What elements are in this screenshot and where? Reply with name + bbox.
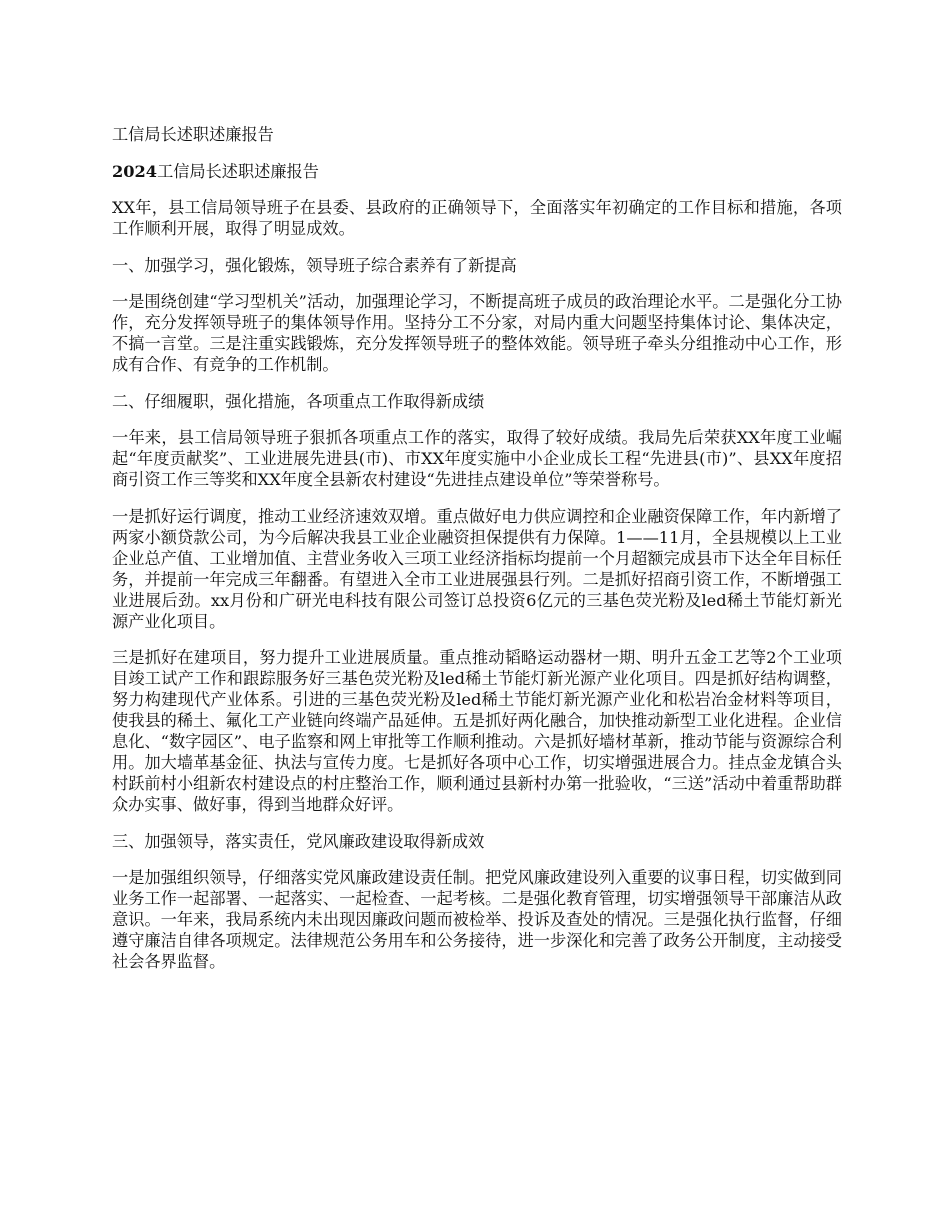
section-2-paragraph-1: 一年来，县工信局领导班子狠抓各项重点工作的落实，取得了较好成绩。我局先后荣获XX年度工业崛起“年度贡献奖”、工业进展先进县(市)、市XX年度实施中小企业成长工程“先进县(市)”、县XX年度招商引资工作三等奖和XX年度全县新农村建设“先进挂点建设单位”等荣誉称号。 bbox=[112, 428, 842, 489]
document-title: 工信局长述职述廉报告 bbox=[112, 125, 274, 144]
document-body bbox=[112, 124, 842, 988]
subtitle-text: 工信局长述职述廉报告 bbox=[157, 161, 319, 181]
section-heading-3: 三、加强领导，落实责任，党风廉政建设取得新成效 bbox=[112, 831, 485, 851]
section-heading-1: 一、加强学习，强化锻炼，领导班子综合素养有了新提高 bbox=[112, 255, 517, 275]
section-3-paragraph: 一是加强组织领导，仔细落实党风廉政建设责任制。把党风廉政建设列入重要的议事日程，切实做到同业务工作一起部署、一起落实、一起检查、一起考核。二是强化教育管理，切实增强领导干部廉洁从政意识。一年来，我局系统内未出现因廉政问题而被检举、投诉及查处的情况。三是强化执行监督，仔细遵守廉洁自律各项规定。法律规范公务用车和公务接待，进一步深化和完善了政务公开制度，主动接受社会各界监督。 bbox=[112, 868, 842, 971]
document-subtitle bbox=[112, 161, 842, 182]
section-2-paragraph-2: 一是抓好运行调度，推动工业经济速效双增。重点做好电力供应调控和企业融资保障工作，年内新增了两家小额贷款公司，为今后解决我县工业企业融资担保提供有力保障。1——11月，全县规模以上工业企业总产值、工业增加值、主营业务收入三项工业经济指标均提前一个月超额完成县市下达全年目标任务，并提前一年完成三年翻番。有望进入全市工业进展强县行列。二是抓好招商引资工作，不断增强工业进展后劲。xx月份和广研光电科技有限公司签订总投资6亿元的三基色荧光粉及led稀土节能灯新光源产业化项目。 bbox=[112, 506, 842, 631]
intro-paragraph: XX年，县工信局领导班子在县委、县政府的正确领导下，全面落实年初确定的工作目标和措施，各项工作顺利开展，取得了明显成效。 bbox=[112, 198, 842, 238]
section-2-paragraph-3: 三是抓好在建项目，努力提升工业进展质量。重点推动韬略运动器材一期、明升五金工艺等2个工业项目竣工试产工作和跟踪服务好三基色荧光粉及led稀土节能灯新光源产业化项目。四是抓好结构调整，努力构建现代产业体系。引进的三基色荧光粉及led稀土节能灯新光源产业化和松岩冶金材料等项目，使我县的稀土、氟化工产业链向终端产品延伸。五是抓好两化融合，加快推动新型工业化进程。企业信息化、“数字园区”、电子监察和网上审批等工作顺利推动。六是抓好墙材革新，推动节能与资源综合利用。加大墙革基金征、执法与宣传力度。七是抓好各项中心工作，切实增强进展合力。挂点金龙镇合头村跃前村小组新农村建设点的村庄整治工作，顺利通过县新村办第一批验收，“三送”活动中着重帮助群众办实事、做好事，得到当地群众好评。 bbox=[112, 648, 842, 814]
subtitle-year: 2024 bbox=[112, 161, 158, 181]
section-1-paragraph: 一是围绕创建“学习型机关”活动，加强理论学习，不断提高班子成员的政治理论水平。二是强化分工协作，充分发挥领导班子的集体领导作用。坚持分工不分家，对局内重大问题坚持集体讨论、集体决定，不搞一言堂。三是注重实践锻炼，充分发挥领导班子的整体效能。领导班子牵头分组推动中心工作，形成有合作、有竞争的工作机制。 bbox=[112, 292, 842, 374]
section-heading-2: 二、仔细履职，强化措施，各项重点工作取得新成绩 bbox=[112, 391, 485, 411]
